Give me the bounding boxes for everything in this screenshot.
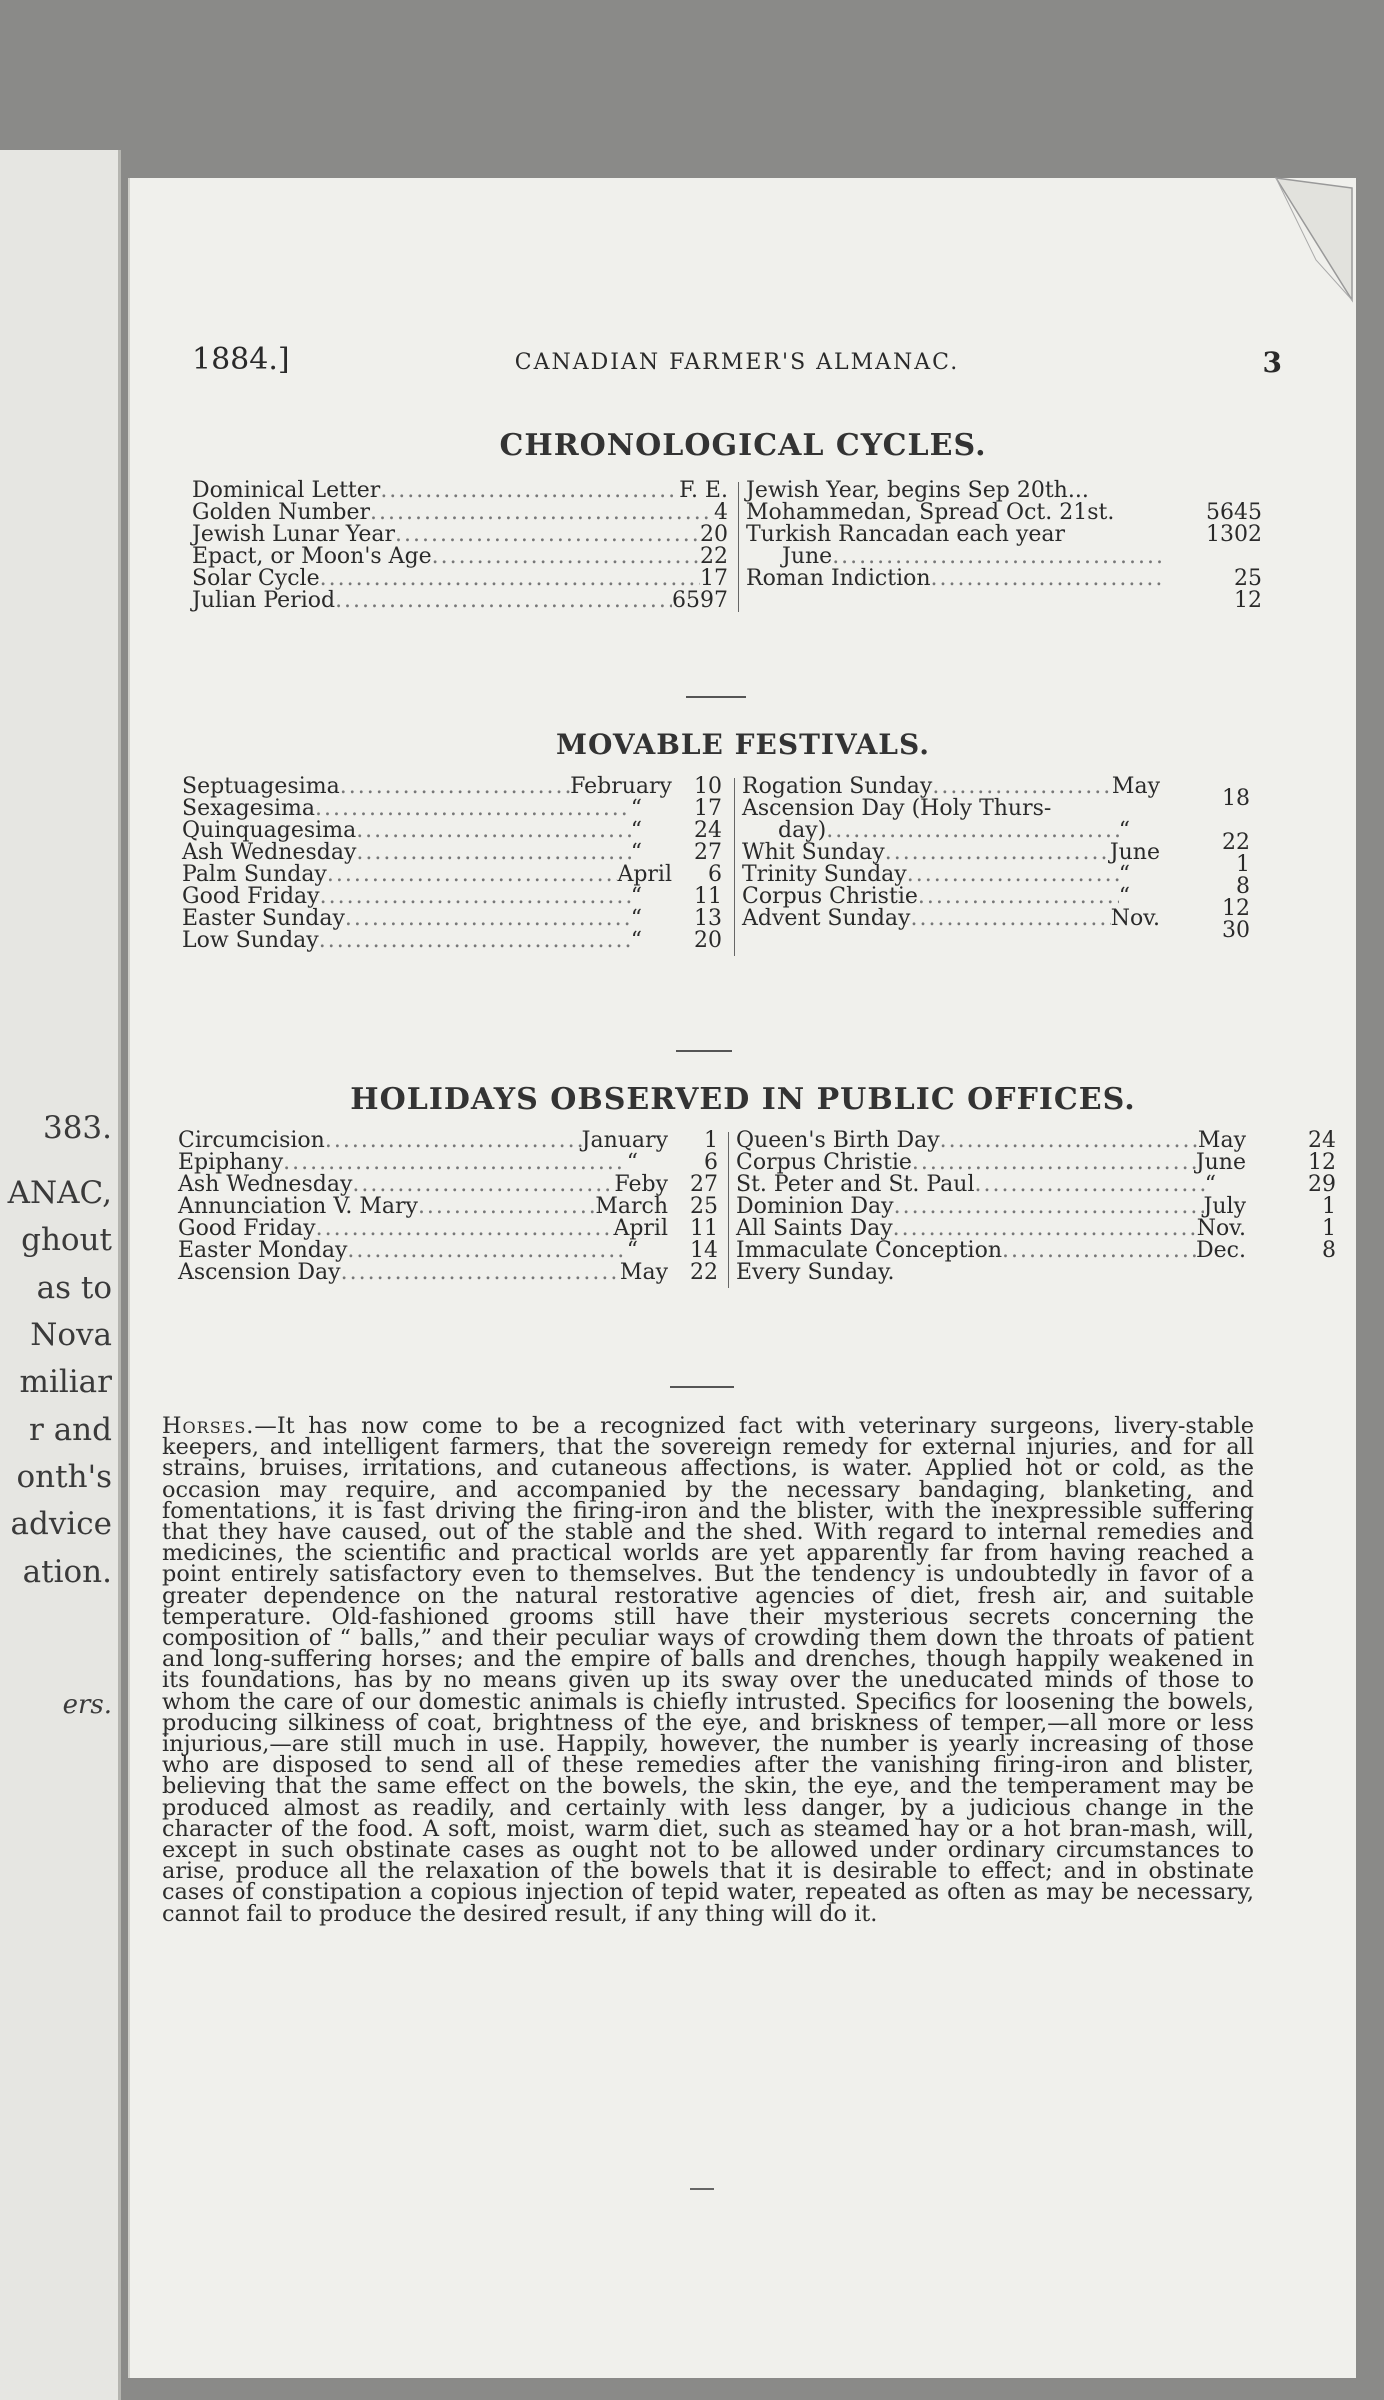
list-item: Epiphany ..... “ 6 (178, 1152, 718, 1174)
list-item: Epact, or Moon's Age ..... 22 (192, 546, 728, 568)
list-item: Golden Number ..... 4 (192, 502, 728, 524)
column-divider (728, 1132, 729, 1288)
list-item: Turkish Rancadan each year (746, 522, 1066, 547)
chronological-right-list (746, 480, 1166, 590)
list-item: Low Sunday ..... “ 20 (182, 930, 722, 952)
list-item: All Saints Day ..... Nov. 1 (736, 1218, 1336, 1240)
list-item: Solar Cycle ..... 17 (192, 568, 728, 590)
list-item: Dominical Letter ..... F. E. (192, 480, 728, 502)
almanac-page (128, 178, 1356, 2378)
facing-page-fragment: miliar (19, 1364, 112, 1400)
list-item: Queen's Birth Day ..... May 24 (736, 1130, 1336, 1152)
list-item: Mohammedan, Spread Oct. 21st. (746, 500, 1115, 525)
header-year: 1884.] (192, 342, 290, 377)
section-divider (676, 1050, 732, 1052)
header-title: CANADIAN FARMER'S ALMANAC. (514, 350, 960, 375)
facing-page-fragment: as to (36, 1270, 112, 1306)
article-lead: Horses. (162, 1413, 255, 1439)
column-divider (734, 778, 735, 956)
list-item: Julian Period ..... 6597 (192, 590, 728, 612)
facing-page-fragment: r and (29, 1412, 112, 1448)
chronological-cycles-heading: CHRONOLOGICAL CYCLES. (499, 428, 987, 463)
list-item: Rogation Sunday ..... May (742, 776, 1160, 798)
movable-left-list (182, 776, 722, 952)
list-item: Roman Indiction ..... (746, 568, 1166, 590)
list-item: Immaculate Conception ..... Dec. 8 (736, 1240, 1336, 1262)
list-item: Good Friday ..... “ 11 (182, 886, 722, 908)
list-item: Palm Sunday ..... April 6 (182, 864, 722, 886)
holidays-heading: HOLIDAYS OBSERVED IN PUBLIC OFFICES. (350, 1082, 1136, 1117)
column-divider (738, 482, 739, 612)
facing-page-fragment: ghout (21, 1222, 112, 1258)
facing-page-fragment: 383. (42, 1110, 112, 1146)
movable-right-days: 18 22 1 8 12 30 (1222, 786, 1250, 943)
facing-page-fragment: ANAC, (7, 1175, 112, 1211)
list-item: Ash Wednesday ..... “ 27 (182, 842, 722, 864)
chronological-right-values: 5645 1302 25 12 (1206, 500, 1262, 613)
horses-article (162, 1413, 1254, 1927)
list-item: St. Peter and St. Paul ..... “ 29 (736, 1174, 1336, 1196)
facing-page-edge (0, 150, 121, 2400)
list-item: Corpus Christie ..... “ (742, 886, 1160, 908)
movable-festivals-heading: MOVABLE FESTIVALS. (556, 728, 930, 761)
chronological-left-list (192, 480, 728, 612)
facing-page-fragment: Nova (30, 1317, 112, 1353)
section-divider (686, 696, 746, 698)
list-item: Easter Sunday ..... “ 13 (182, 908, 722, 930)
list-item: Ash Wednesday ..... Feby 27 (178, 1174, 718, 1196)
section-divider (670, 1386, 734, 1388)
article-body: —It has now come to be a recognized fact with veterinary surgeons, livery-stable keepers, and intelligent farmers, that the sovereign remedy for external injuries, and for all strains, bruises, irritations, and cutaneous affections, is water. Applied hot or cold, as the occasion may require, and accompanied by the necessary bandaging, blanketing, and fomentations, it is fast driving the firing-iron and the blister, with the inexpressible suffering that they have caused, out of the stable and the shed. With regard to internal remedies and medicines, the scientific and practical worlds are yet apparently far from having reached a point entirely satisfactory even to themselves. But the tendency is undoubtedly in favor of a greater dependence on the natural restorative agencies of diet, fresh air, and suitable temperature. Old-fashioned grooms still have their mysterious secrets concerning the composition of “ balls,” and their peculiar ways of crowding them down the throats of patient and long-suffering horses; and the empire of balls and drenches, though happily weakened in its foundations, has by no means given up its sway over the uneducated minds of those to whom the care of our domestic animals is chiefly intrusted. Specifics for loosening the bowels, producing silkiness of coat, brightness of the eye, and briskness of temper,—all more or less injurious,—are still much in use. Happily, however, the number is yearly increasing of those who are disposed to send all of these remedies after the vanishing firing-iron and blister, believing that the same effect on the bowels, the skin, the eye, and the temperament may be produced almost as readily, and certainly with less danger, by a judicious change in the character of the food. A soft, moist, warm diet, such as steamed hay or a hot bran-mash, will, except in such obstinate cases as ought not to be allowed under ordinary circumstances to arise, produce all the relaxation of the bowels that it is desirable to effect; and in obstinate cases of constipation a copious injection of tepid water, repeated as often as may be necessary, cannot fail to produce the desired result, if any thing will do it. (162, 1413, 1254, 1927)
list-item: Ascension Day (Holy Thurs- (742, 796, 1052, 821)
movable-right-list (742, 776, 1160, 930)
facing-page-fragment: advice (10, 1506, 112, 1542)
holidays-right-list (736, 1130, 1336, 1284)
list-item: Ascension Day ..... May 22 (178, 1262, 718, 1284)
list-item: Sexagesima ..... “ 17 (182, 798, 722, 820)
list-item: Annunciation V. Mary ..... March 25 (178, 1196, 718, 1218)
page-header (192, 342, 1282, 382)
list-item: Good Friday ..... April 11 (178, 1218, 718, 1240)
facing-page-fragment: onth's (16, 1459, 112, 1495)
list-item: Quinquagesima ..... “ 24 (182, 820, 722, 842)
folded-corner-icon (1256, 170, 1356, 310)
page-number: 3 (1262, 346, 1282, 379)
facing-page-fragment: ation. (22, 1554, 112, 1590)
list-item: Trinity Sunday ..... “ (742, 864, 1160, 886)
facing-page-fragment: ers. (62, 1690, 112, 1720)
list-item: day) ..... “ (742, 820, 1160, 842)
list-item: Easter Monday ..... “ 14 (178, 1240, 718, 1262)
list-item: June ..... (746, 546, 1166, 568)
holidays-left-list (178, 1130, 718, 1284)
list-item: Advent Sunday ..... Nov. (742, 908, 1160, 930)
list-item: Every Sunday. (736, 1260, 895, 1285)
list-item: Whit Sunday ..... June (742, 842, 1160, 864)
list-item: Circumcision ..... January 1 (178, 1130, 718, 1152)
list-item: Septuagesima ..... February 10 (182, 776, 722, 798)
list-item: Dominion Day ..... July 1 (736, 1196, 1336, 1218)
list-item: Corpus Christie ..... June 12 (736, 1152, 1336, 1174)
footer-mark (690, 2188, 714, 2190)
list-item: Jewish Lunar Year ..... 20 (192, 524, 728, 546)
list-item: Jewish Year, begins Sep 20th... (746, 478, 1089, 503)
